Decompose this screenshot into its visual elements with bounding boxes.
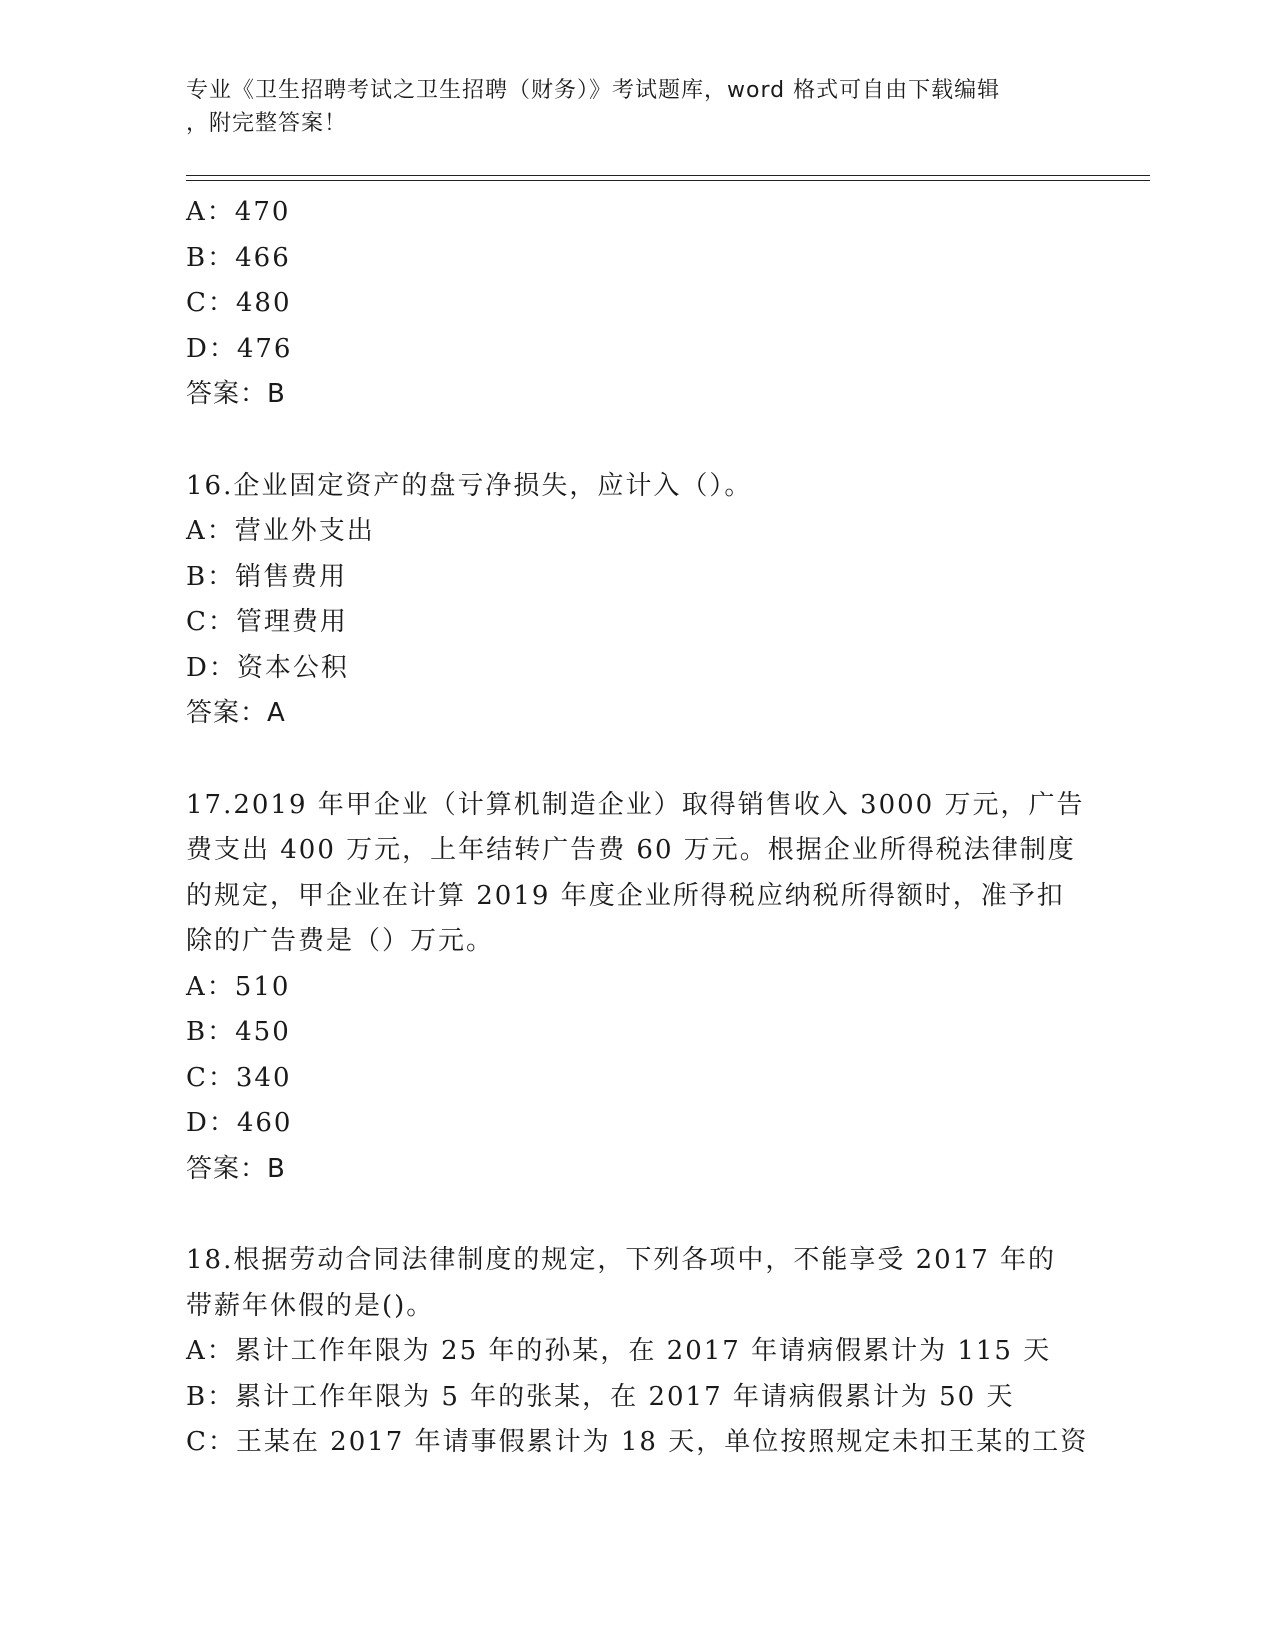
header-divider-top [186, 175, 1150, 176]
option-c: C：340 [186, 1062, 292, 1093]
option-b: B：466 [186, 242, 291, 273]
question-gap [186, 1192, 1086, 1238]
answer: 答案：A [186, 698, 286, 728]
question-stem: 16.企业固定资产的盘亏净损失，应计入（）。 [186, 470, 753, 501]
option-d: D：资本公积 [186, 652, 349, 683]
question-stem-line: 17.2019 年甲企业（计算机制造企业）取得销售收入 3000 万元，广告 [186, 789, 1085, 820]
question-stem-line: 除的广告费是（）万元。 [186, 926, 495, 956]
option-c: C：王某在 2017 年请事假累计为 18 天，单位按照规定未扣王某的工资 [186, 1427, 1089, 1457]
option-b: B：450 [186, 1017, 291, 1047]
question-17 [186, 783, 1086, 1193]
option-c: C：480 [186, 288, 292, 318]
option-b: B：累计工作年限为 5 年的张某，在 2017 年请病假累计为 50 天 [186, 1381, 1015, 1412]
document-header [186, 74, 1086, 140]
option-a: A：510 [186, 971, 291, 1002]
option-d: D：460 [186, 1108, 293, 1138]
question-18 [186, 1238, 1089, 1466]
header-divider-bottom [186, 180, 1150, 181]
question-16 [186, 464, 1086, 737]
question-list [186, 190, 1089, 1466]
header-line-2: ，附完整答案！ [186, 111, 348, 136]
question-15 [186, 190, 1086, 418]
option-a: A：470 [186, 197, 291, 227]
question-gap [186, 737, 1086, 783]
option-a: A：营业外支出 [186, 516, 375, 546]
answer: 答案：B [186, 379, 286, 409]
question-stem-line: 的规定，甲企业在计算 2019 年度企业所得税应纳税所得额时，准予扣 [186, 880, 1065, 911]
question-stem-line: 费支出 400 万元，上年结转广告费 60 万元。根据企业所得税法律制度 [186, 835, 1076, 865]
option-c: C：管理费用 [186, 607, 348, 637]
question-stem-line: 18.根据劳动合同法律制度的规定，下列各项中，不能享受 2017 年的 [186, 1245, 1057, 1275]
option-b: B：销售费用 [186, 561, 348, 592]
option-a: A：累计工作年限为 25 年的孙某，在 2017 年请病假累计为 115 天 [186, 1336, 1052, 1366]
option-d: D：476 [186, 333, 293, 364]
header-line-1: 专业《卫生招聘考试之卫生招聘（财务）》考试题库，word 格式可自由下载编辑 [186, 78, 1001, 103]
question-gap [186, 418, 1086, 464]
answer: 答案：B [186, 1153, 286, 1184]
question-stem-line: 带薪年休假的是()。 [186, 1290, 435, 1321]
